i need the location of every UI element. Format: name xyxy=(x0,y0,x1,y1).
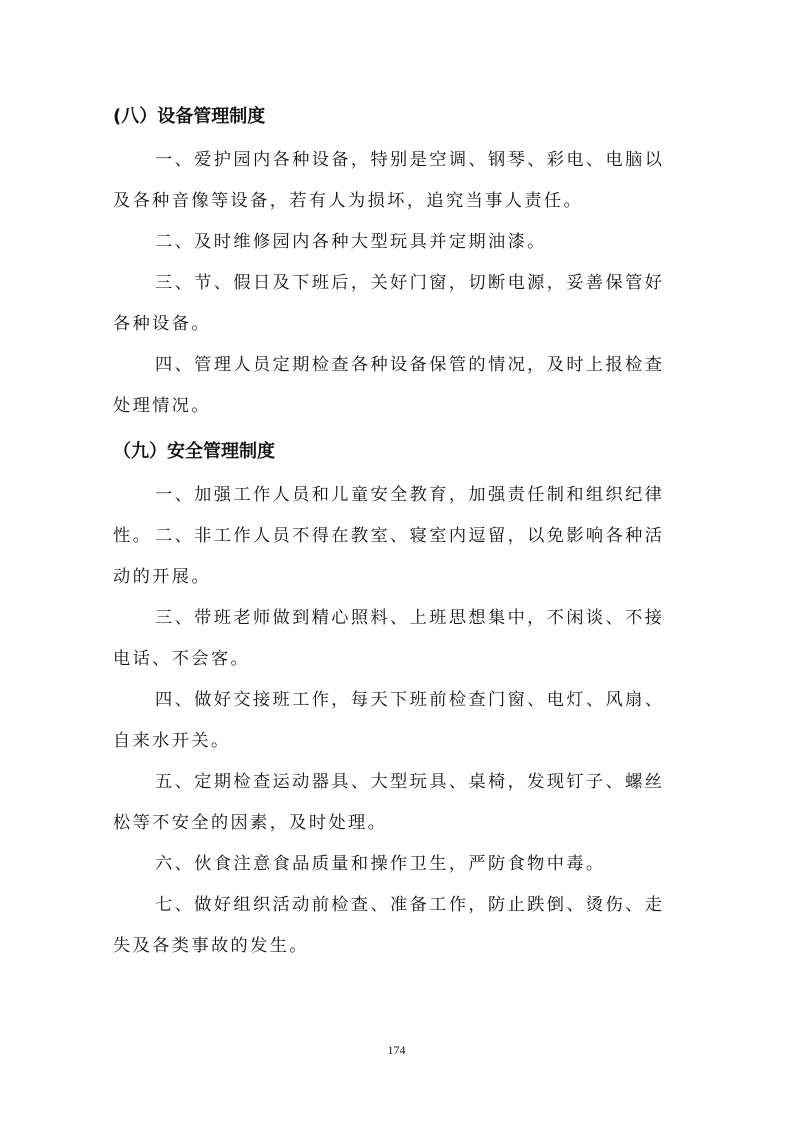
paragraph: 三、节、假日及下班后，关好门窗，切断电源，妥善保管好各种设备。 xyxy=(113,273,665,334)
paragraph: 二、及时维修园内各种大型玩具并定期油漆。 xyxy=(155,232,547,252)
page-number: 174 xyxy=(387,1043,406,1057)
section-heading-safety: （九）安全管理制度 xyxy=(113,441,275,462)
paragraph: 七、做好组织活动前检查、准备工作，防止跌倒、烫伤、走失及各类事故的发生。 xyxy=(113,895,665,956)
paragraph: 一、爱护园内各种设备，特别是空调、钢琴、彩电、电脑以及各种音像等设备，若有人为损坏，追究当事人责任。 xyxy=(113,150,665,211)
paragraph: 四、管理人员定期检查各种设备保管的情况，及时上报检查处理情况。 xyxy=(113,355,665,416)
paragraph: 一、加强工作人员和儿童安全教育，加强责任制和组织纪律性。 xyxy=(113,485,665,546)
paragraph: 二、非工作人员不得在教室、寝室内逗留，以免影响各种活动的开展。 xyxy=(113,526,665,587)
paragraph: 三、带班老师做到精心照料、上班思想集中，不闲谈、不接电话、不会客。 xyxy=(113,608,665,669)
paragraph: 六、伙食注意食品质量和操作卫生，严防食物中毒。 xyxy=(155,854,606,874)
section-heading-equipment: (八）设备管理制度 xyxy=(113,106,266,127)
paragraph: 四、做好交接班工作，每天下班前检查门窗、电灯、风扇、自来水开关。 xyxy=(113,690,665,751)
paragraph: 五、定期检查运动器具、大型玩具、桌椅，发现钉子、螺丝松等不安全的因素，及时处理。 xyxy=(113,772,665,833)
